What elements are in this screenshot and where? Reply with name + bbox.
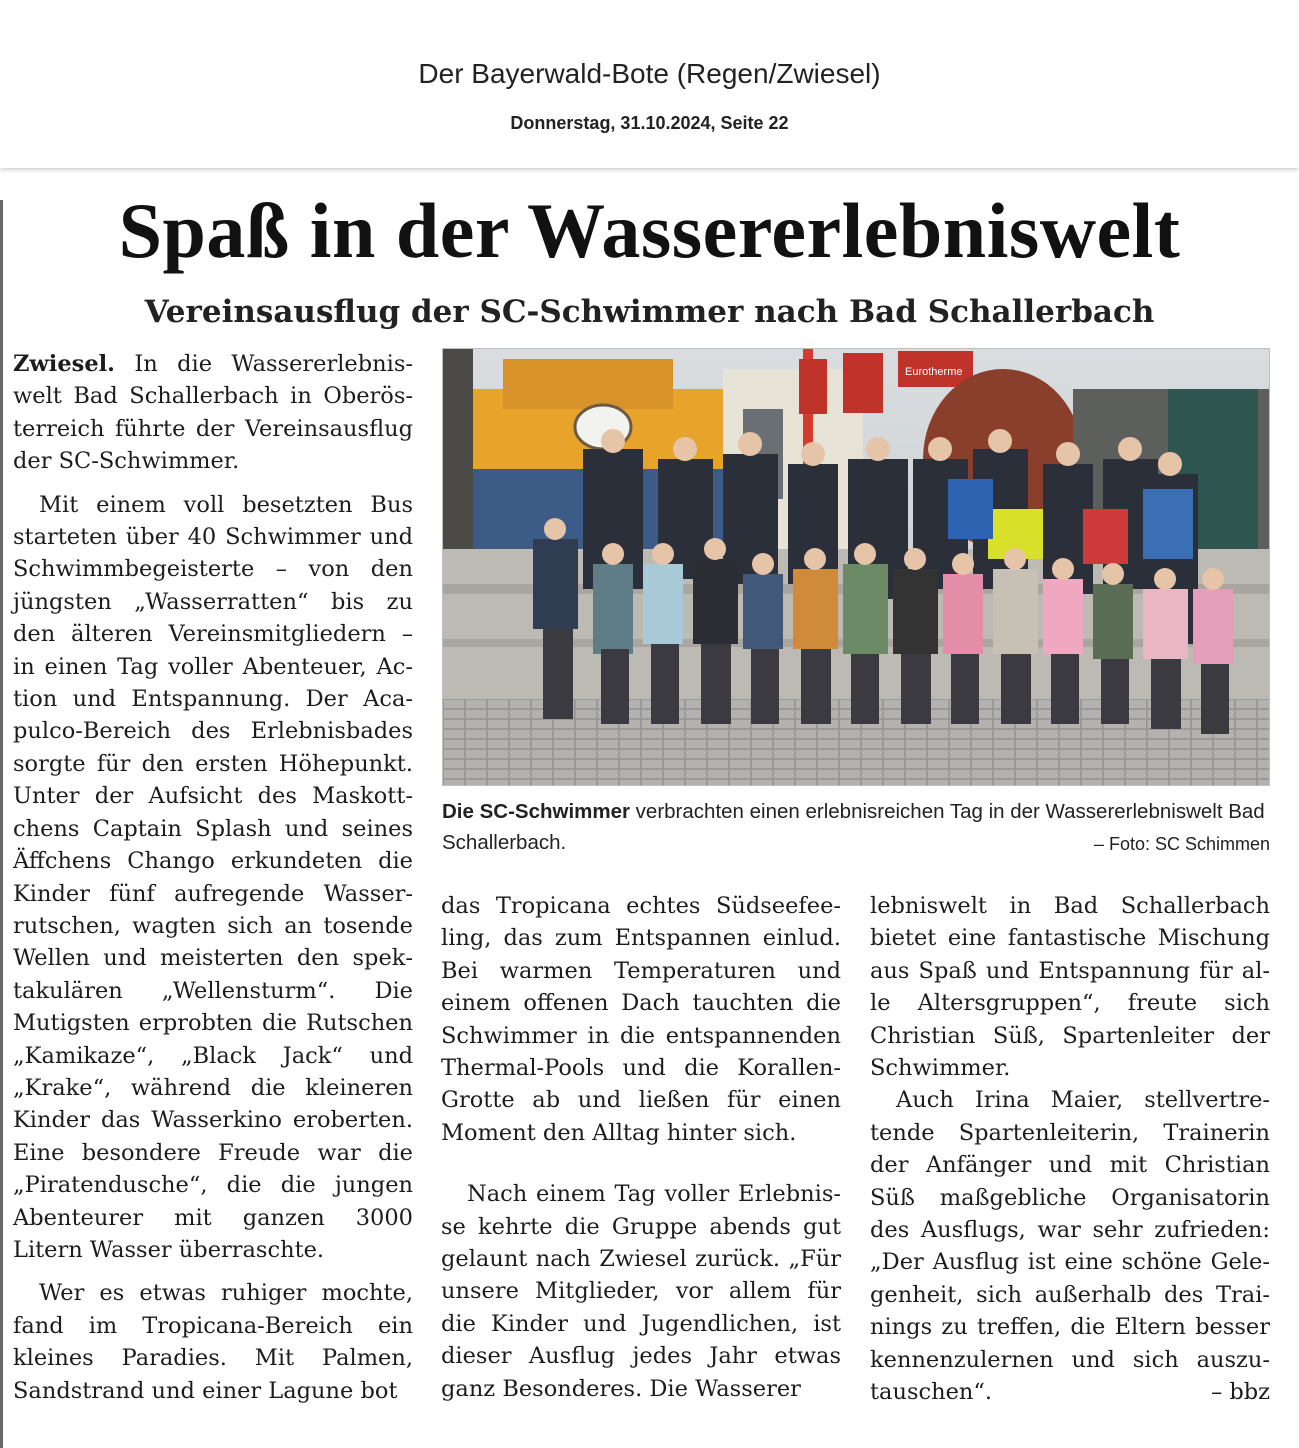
- masthead: [0, 0, 1299, 168]
- newspaper-name: Der Bayerwald-Bote (Regen/Zwiesel): [418, 58, 881, 89]
- dateline: Zwiesel.: [13, 351, 116, 377]
- paragraph-text: In die Wassererlebniswelt Bad Schallerbach in Oberösterreich führte der Vereinsausflug der SC-Schwimmer.: [13, 351, 413, 475]
- article-column-2: [441, 890, 841, 1405]
- photo-caption: [442, 796, 1270, 858]
- photo-credit: – Foto: SC Schimmen: [1093, 834, 1270, 854]
- group-photo-image: [443, 349, 1270, 786]
- paragraph: Wer es etwas ruhiger mochte, fand im Tropicana-Bereich ein kleines Paradies. Mit Palmen, Sandstrand und einer Lagune bot: [13, 1280, 413, 1404]
- paragraph-intro: [13, 348, 413, 478]
- paragraph-text: Auch Irina Maier, stellvertretende Spartenleiterin, Trainerin der Anfänger und mit Christian Süß maßgebliche Organisatorin des Ausflugs, war sehr zufrieden: „Der Ausflug ist eine schöne Gelegenheit, sich außerhalb des Trainings zu treffen, die Eltern besser kennenzulernen und sich auszutauschen“.: [870, 1087, 1270, 1406]
- author-tag: – bbz: [1210, 1379, 1270, 1406]
- paragraph: Nach einem Tag voller Erlebnisse kehrte die Gruppe abends gut gelaunt nach Zwiesel zurück. „Für unsere Mitglieder, vor allem für die Kinder und Jugendlichen, ist dieser Ausflug jedes Jahr etwas ganz Besonderes. Die Wasserer: [441, 1181, 841, 1402]
- paragraph: Mit einem voll besetzten Bus starteten über 40 Schwimmer und Schwimmbegeisterte – von den jüngsten „Wasserratten“ bis zu den älteren Vereinsmitgliedern – in einen Tag voller Abenteuer, Action und Entspannung. Der Acapulco-Bereich des Erlebnisbades sorgte für den ersten Höhepunkt. Unter der Aufsicht des Maskottchens Captain Splash und seines Äffchens Chango erkundeten die Kinder fünf aufregende Wasserrutschen, wagten sich an tosende Wellen und meisterten den spektakulären „Wellensturm“. Die Mutigsten erprobten die Rutschen „Kamikaze“, „Black Jack“ und „Krake“, während die kleineren Kinder das Wasserkino eroberten. Eine besondere Freude war die „Piratendusche“, die die jungen Abenteurer mit ganzen 3000 Litern Wasser überraschte.: [13, 491, 413, 1263]
- paragraph: lebniswelt in Bad Schallerbach bietet eine fantastische Mischung aus Spaß und Entspannung für alle Altersgruppen“, freute sich Christian Süß, Spartenleiter der Schwimmer.: [870, 893, 1270, 1082]
- article-column-1: [13, 348, 413, 1407]
- caption-text: verbrachten einen erlebnisreichen Tag in der Wassererlebniswelt Bad Schallerbach.: [442, 800, 1265, 854]
- page-edge-divider: [0, 200, 3, 1448]
- banner-text: Eurotherme: [905, 366, 963, 378]
- article-headline: Spaß in der Wassererlebniswelt: [118, 187, 1181, 274]
- paragraph-with-author: [870, 1084, 1270, 1408]
- caption-bold: Die SC-Schwimmer: [442, 800, 630, 823]
- paragraph: das Tropicana echtes Südseefeeling, das zum Entspannen einlud. Bei warmen Temperaturen und einem offenen Dach tauchten die Schwimmer in die entspannenden Thermal-Pools und die Korallen-Grotte ab und ließen für einen Moment den Alltag hinter sich.: [441, 893, 841, 1146]
- group-photo: [442, 348, 1270, 786]
- article-subheadline: Vereinsausflug der SC-Schwimmer nach Bad Schallerbach: [144, 294, 1155, 330]
- issue-date-page: Donnerstag, 31.10.2024, Seite 22: [510, 113, 789, 133]
- article-column-3: [870, 890, 1270, 1409]
